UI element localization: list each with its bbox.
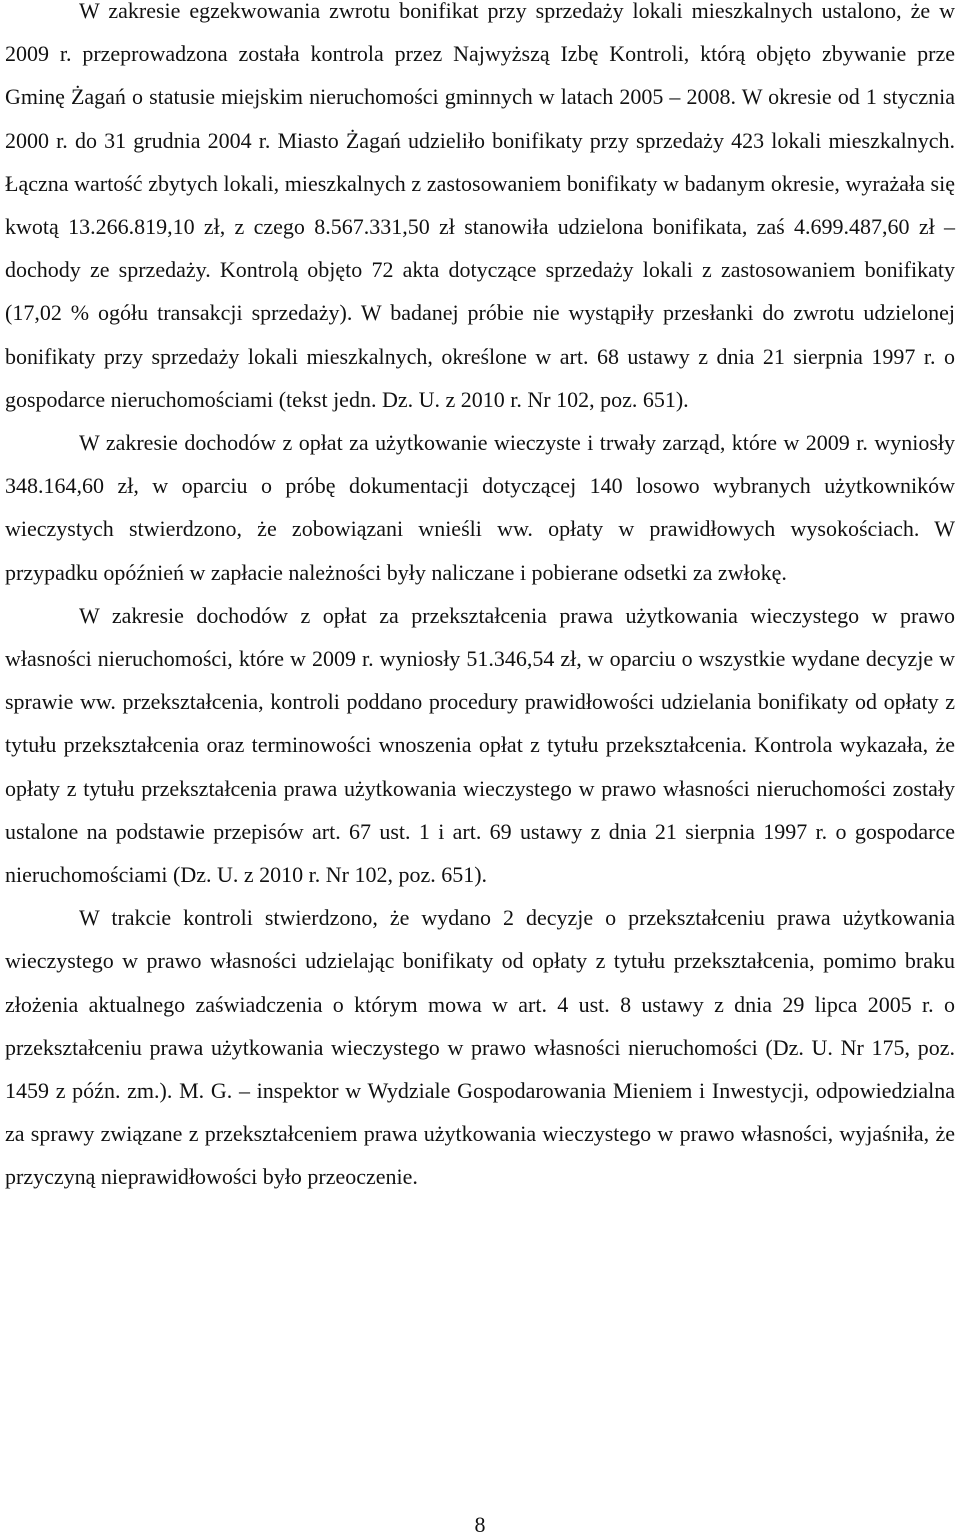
document-page — [5, 0, 955, 1199]
paragraph-bonifikaty-lokali: W zakresie egzekwowania zwrotu bonifikat przy sprzedaży lokali mieszkalnych ustalono, że w 2009 r. przeprowadzona została kontrola przez Najwyższą Izbę Kontroli, którą objęto zbywanie prze Gminę Żagań o statusie miejskim nieruchomości gminnych w latach 2005 – 2008. W okresie od 1 stycznia 2000 r. do 31 grudnia 2004 r. Miasto Żagań udzieliło bonifikaty przy sprzedaży 423 lokali mieszkalnych. Łączna wartość zbytych lokali, mieszkalnych z zastosowaniem bonifikaty w badanym okresie, wyrażała się kwotą 13.266.819,10 zł, z czego 8.567.331,50 zł stanowiła udzielona bonifikata, zaś 4.699.487,60 zł – dochody ze sprzedaży. Kontrolą objęto 72 akta dotyczące sprzedaży lokali z zastosowaniem bonifikaty (17,02 % ogółu transakcji sprzedaży). W badanej próbie nie wystąpiły przesłanki do zwrotu udzielonej bonifikaty przy sprzedaży lokali mieszkalnych, określone w art. 68 ustawy z dnia 21 sierpnia 1997 r. o gospodarce nieruchomościami (tekst jedn. Dz. U. z 2010 r. Nr 102, poz. 651). — [5, 0, 955, 412]
paragraph-przeksztalcenia: W zakresie dochodów z opłat za przekształcenia prawa użytkowania wieczystego w prawo własności nieruchomości, które w 2009 r. wyniosły 51.346,54 zł, w oparciu o wszystkie wydane decyzje w sprawie ww. przekształcenia, kontroli poddano procedury prawidłowości udzielania bonifikaty od opłaty z tytułu przekształcenia oraz terminowości wnoszenia opłat z tytułu przekształcenia. Kontrola wykazała, że opłaty z tytułu przekształcenia prawa użytkowania wieczystego w prawo własności nieruchomości zostały ustalone na podstawie przepisów art. 67 ust. 1 i art. 69 ustawy z dnia 21 sierpnia 1997 r. o gospodarce nieruchomościami (Dz. U. z 2010 r. Nr 102, poz. 651). — [5, 602, 955, 888]
paragraph-decyzje-przeksztalcenie: W trakcie kontroli stwierdzono, że wydano 2 decyzje o przekształceniu prawa użytkowania wieczystego w prawo własności udzielając bonifikaty od opłaty z tytułu przekształcenia, pomimo braku złożenia aktualnego zaświadczenia o którym mowa w art. 4 ust. 8 ustawy z dnia 29 lipca 2005 r. o przekształceniu prawa użytkowania wieczystego w prawo własności nieruchomości (Dz. U. Nr 175, poz. 1459 z późn. zm.). M. G. – inspektor w Wydziale Gospodarowania Mieniem i Inwestycji, odpowiedzialna za sprawy związane z przekształceniem prawa użytkowania wieczystego w prawo własności, wyjaśniła, że przyczyną nieprawidłowości było przeoczenie. — [5, 905, 955, 1190]
paragraph-uzytkowanie-wieczyste: W zakresie dochodów z opłat za użytkowanie wieczyste i trwały zarząd, które w 2009 r. wyniosły 348.164,60 zł, w oparciu o próbę dokumentacji dotyczącej 140 losowo wybranych użytkowników wieczystych stwierdzono, że zobowiązani wnieśli ww. opłaty w prawidłowych wysokościach. W przypadku opóźnień w zapłacie należności były naliczane i pobierane odsetki za zwłokę. — [5, 430, 955, 585]
page-number: 8 — [474, 1512, 486, 1537]
